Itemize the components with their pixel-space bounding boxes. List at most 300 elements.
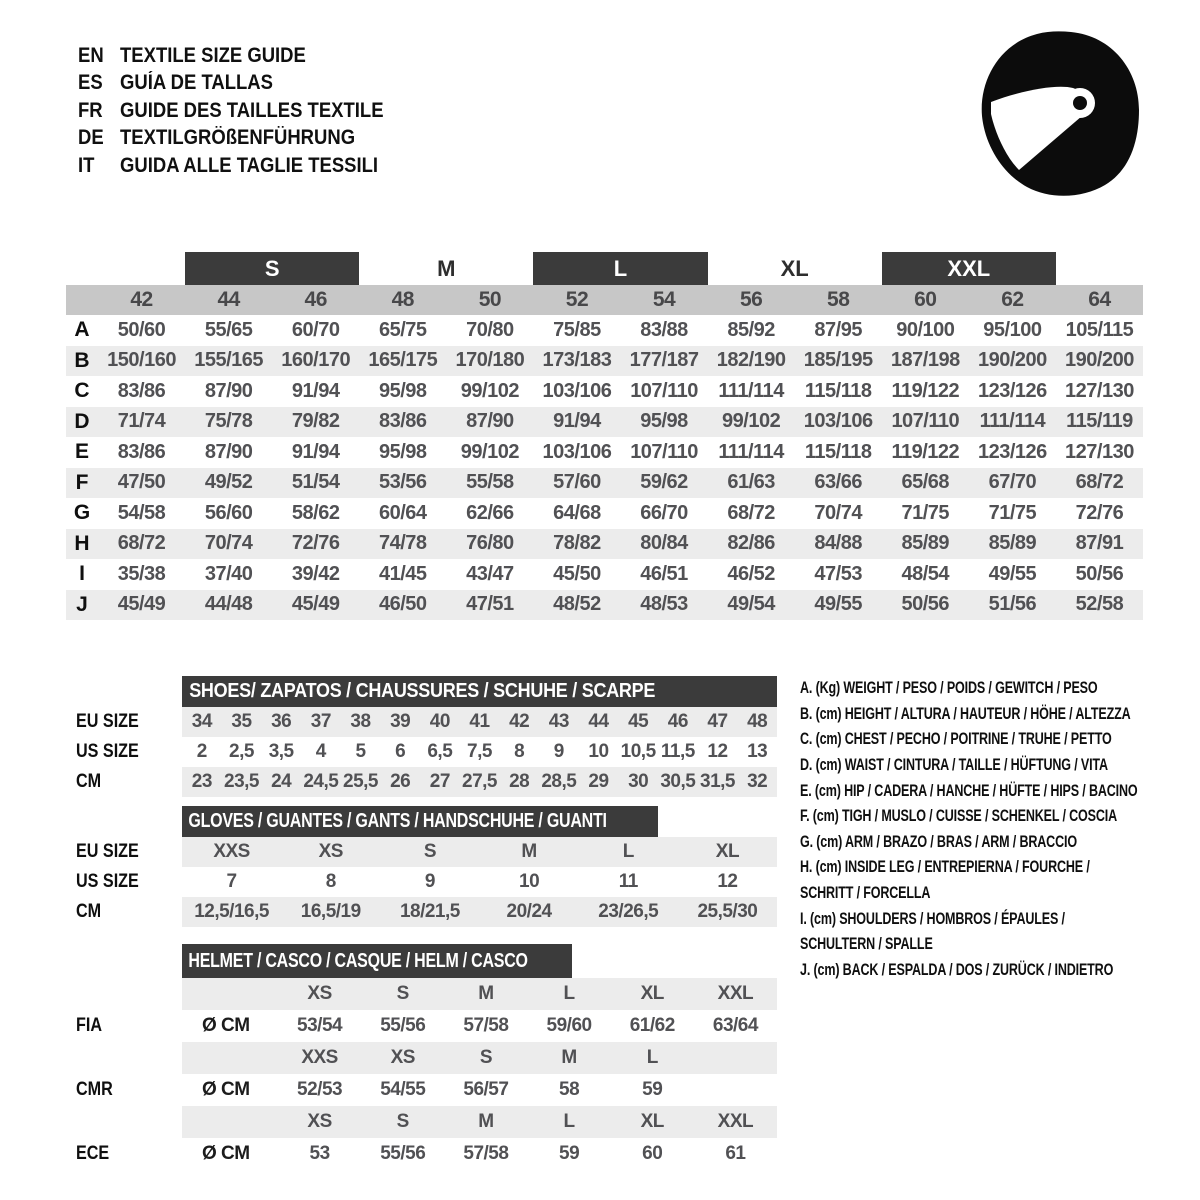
measurement-letter: D xyxy=(74,409,90,433)
helmet-value: 54/55 xyxy=(380,1079,426,1100)
measurement-value: 90/100 xyxy=(896,318,955,341)
measurement-value: 65/68 xyxy=(901,471,950,494)
legend-line: J. (cm) BACK / ESPALDA / DOS / ZURÜCK / INDIETRO xyxy=(800,960,1114,979)
helmet-size-row xyxy=(182,1106,777,1138)
measurement-row xyxy=(66,315,1143,346)
size-value: XXS xyxy=(213,841,250,862)
diameter-unit: Ø CM xyxy=(202,1079,250,1100)
size-number: 44 xyxy=(217,288,240,311)
legend-line: C. (cm) CHEST / PECHO / POITRINE / TRUHE / PETTO xyxy=(800,730,1112,749)
helmet-size: S xyxy=(479,1047,492,1068)
measurement-value: 82/86 xyxy=(727,532,775,555)
measurement-value: 187/198 xyxy=(890,349,960,372)
size-value: 27 xyxy=(429,771,450,792)
size-band-l: L xyxy=(533,252,707,285)
size-value: 36 xyxy=(271,711,292,732)
gloves-size-table xyxy=(60,806,777,927)
side-label: CM xyxy=(76,771,102,792)
side-label: EU SIZE xyxy=(76,711,139,732)
measurement-value: 85/92 xyxy=(727,318,775,341)
helmet-value: 63/64 xyxy=(712,1015,758,1036)
helmet-value: 55/56 xyxy=(380,1143,426,1164)
helmet-value: 53/54 xyxy=(297,1015,343,1036)
table-title-bar xyxy=(182,944,572,978)
measurement-value: 165/175 xyxy=(368,349,438,372)
measurement-value: 43/47 xyxy=(466,562,514,585)
legend-item xyxy=(800,702,1200,728)
measurement-letter: F xyxy=(75,470,89,494)
measurement-value: 47/50 xyxy=(117,471,166,494)
measurement-value: 85/89 xyxy=(988,532,1037,555)
size-value: 11,5 xyxy=(660,741,695,762)
measurement-value: 52/58 xyxy=(1075,593,1124,616)
size-value: 12,5/16,5 xyxy=(194,901,269,922)
measurement-row xyxy=(66,437,1143,468)
measurement-value: 41/45 xyxy=(379,562,427,585)
measurement-value: 95/98 xyxy=(379,379,427,402)
measurement-value: 87/90 xyxy=(204,440,253,463)
legend-line: F. (cm) TIGH / MUSLO / CUISSE / SCHENKEL / COSCIA xyxy=(800,807,1118,826)
size-value: 25,5/30 xyxy=(697,901,758,922)
legend-item xyxy=(800,778,1200,804)
side-label: FIA xyxy=(76,1015,103,1036)
measurement-value: 71/75 xyxy=(988,501,1037,524)
measurement-value: 80/84 xyxy=(640,532,688,555)
helmet-value: 60 xyxy=(642,1143,663,1164)
measurement-value: 70/74 xyxy=(814,501,862,524)
size-number: 50 xyxy=(478,288,502,311)
size-value: 20/24 xyxy=(506,901,552,922)
measurement-value: 123/126 xyxy=(977,440,1047,463)
helmet-value: 59/60 xyxy=(546,1015,592,1036)
legend-item xyxy=(800,727,1200,753)
size-number: 60 xyxy=(914,288,937,311)
measurement-value: 177/187 xyxy=(629,349,699,372)
size-value: 46 xyxy=(667,711,688,732)
size-value: S xyxy=(423,841,436,862)
measurement-value: 70/80 xyxy=(466,318,514,341)
size-band-row xyxy=(66,252,1143,285)
measurement-value: 51/54 xyxy=(291,471,340,494)
measurement-value: 95/98 xyxy=(379,440,427,463)
size-value: 7,5 xyxy=(467,741,492,762)
size-value: 26 xyxy=(390,771,411,792)
size-value: 47 xyxy=(707,711,728,732)
side-label: US SIZE xyxy=(76,871,139,892)
side-label-column xyxy=(60,676,182,797)
textile-size-table xyxy=(66,252,1143,620)
measurement-value: 67/70 xyxy=(988,471,1037,494)
size-number: 62 xyxy=(1001,288,1024,311)
language-row xyxy=(78,97,419,125)
language-title: TEXTILGRÖßENFÜHRUNG xyxy=(120,126,356,150)
helmet-size: XS xyxy=(307,983,332,1004)
measurement-value: 91/94 xyxy=(291,440,340,463)
legend-item xyxy=(800,958,1200,984)
size-number: 46 xyxy=(304,288,327,311)
helmet-size: XXS xyxy=(301,1047,338,1068)
measurement-value: 74/78 xyxy=(379,532,427,555)
legend-item xyxy=(800,906,1200,957)
helmet-size: XL xyxy=(640,1111,664,1132)
language-title-list xyxy=(78,42,419,180)
helmet-size: M xyxy=(561,1047,577,1068)
helmet-size-table xyxy=(60,944,777,1170)
size-value: 4 xyxy=(315,741,326,762)
measurement-value: 50/56 xyxy=(1075,562,1124,585)
size-value: 39 xyxy=(390,711,411,732)
language-code: DE xyxy=(78,126,104,150)
legend-line: E. (cm) HIP / CADERA / HANCHE / HÜFTE / HIPS / BACINO xyxy=(800,781,1138,800)
legend-line: D. (cm) WAIST / CINTURA / TAILLE / HÜFTUNG / VITA xyxy=(800,756,1108,775)
measurement-value: 59/62 xyxy=(640,471,688,494)
helmet-value: 59 xyxy=(559,1143,580,1164)
measurement-value: 54/58 xyxy=(117,501,166,524)
measurement-value: 76/80 xyxy=(466,532,514,555)
measurement-value: 190/200 xyxy=(977,349,1047,372)
size-value: 43 xyxy=(548,711,569,732)
size-value: 40 xyxy=(429,711,450,732)
measurement-value: 103/106 xyxy=(542,440,612,463)
measurement-value: 50/56 xyxy=(901,593,950,616)
measurement-value: 61/63 xyxy=(727,471,775,494)
table-title: SHOES/ ZAPATOS / CHAUSSURES / SCHUHE / SCARPE xyxy=(189,680,656,702)
visor-pivot-dot xyxy=(1073,96,1087,110)
helmet-value: 53 xyxy=(309,1143,330,1164)
language-row xyxy=(78,152,419,180)
measurement-value: 48/52 xyxy=(553,593,601,616)
side-label-column xyxy=(60,806,182,927)
size-value: 10 xyxy=(588,741,609,762)
table-title-bar xyxy=(182,806,658,837)
size-value: 27,5 xyxy=(462,771,497,792)
size-value: 9 xyxy=(424,871,435,892)
side-label: US SIZE xyxy=(76,741,139,762)
measurement-value: 155/165 xyxy=(194,349,264,372)
size-value: L xyxy=(622,841,634,862)
legend-item xyxy=(800,676,1200,702)
size-number: 42 xyxy=(130,288,153,311)
language-code: FR xyxy=(78,98,103,122)
measurement-value: 160/170 xyxy=(281,349,351,372)
legend-item xyxy=(800,804,1200,830)
measurement-value: 83/86 xyxy=(117,379,166,402)
size-number: 58 xyxy=(827,288,850,311)
measurement-value: 99/102 xyxy=(722,410,781,433)
helmet-value: 57/58 xyxy=(463,1015,509,1036)
language-title: GUÍA DE TALLAS xyxy=(120,71,273,95)
measurement-value: 63/66 xyxy=(814,471,862,494)
language-code: IT xyxy=(78,153,95,177)
size-value: 2 xyxy=(196,741,207,762)
measurement-value: 78/82 xyxy=(553,532,601,555)
size-value: 12 xyxy=(707,741,728,762)
helmet-value: 57/58 xyxy=(463,1143,509,1164)
table-title-bar xyxy=(182,676,777,707)
size-band-xxl: XXL xyxy=(882,252,1056,285)
size-value: 2,5 xyxy=(229,741,254,762)
size-value: 13 xyxy=(747,741,768,762)
size-value: 12 xyxy=(717,871,738,892)
measurement-letter: A xyxy=(74,318,90,342)
side-label: CM xyxy=(76,901,102,922)
measurement-value: 111/114 xyxy=(718,379,784,402)
diameter-unit: Ø CM xyxy=(202,1143,250,1164)
measurement-value: 185/195 xyxy=(803,349,873,372)
size-value: 9 xyxy=(553,741,564,762)
legend-line: SCHRITT / FORCELLA xyxy=(800,884,931,903)
helmet-value: 58 xyxy=(559,1079,580,1100)
size-value: 35 xyxy=(231,711,252,732)
measurement-value: 83/86 xyxy=(117,440,166,463)
language-title: GUIDE DES TAILLES TEXTILE xyxy=(120,98,384,122)
size-row xyxy=(182,897,777,927)
measurement-value: 53/56 xyxy=(379,471,427,494)
measurement-value: 60/70 xyxy=(291,318,340,341)
size-value: 24,5 xyxy=(303,771,339,792)
size-row xyxy=(182,767,777,797)
legend-line: I. (cm) SHOULDERS / HOMBROS / ÉPAULES / xyxy=(800,909,1065,928)
size-number: 48 xyxy=(391,288,414,311)
size-value: 29 xyxy=(588,771,609,792)
side-label: EU SIZE xyxy=(76,841,139,862)
measurement-value: 66/70 xyxy=(640,501,688,524)
helmet-value: 61/62 xyxy=(629,1015,675,1036)
size-value: 37 xyxy=(310,711,331,732)
measurement-value: 35/38 xyxy=(117,562,166,585)
measurement-value: 95/100 xyxy=(983,318,1042,341)
size-value: 25,5 xyxy=(343,771,378,792)
size-value: 48 xyxy=(747,711,768,732)
helmet-size: XS xyxy=(307,1111,332,1132)
measurement-value: 99/102 xyxy=(460,379,519,402)
helmet-size: L xyxy=(563,1111,575,1132)
measurement-value: 62/66 xyxy=(466,501,514,524)
shoes-size-table xyxy=(60,676,777,797)
measurement-letter: H xyxy=(74,531,90,555)
measurement-value: 99/102 xyxy=(460,440,519,463)
measurement-value: 45/49 xyxy=(291,593,340,616)
legend-line: B. (cm) HEIGHT / ALTURA / HAUTEUR / HÖHE / ALTEZZA xyxy=(800,704,1131,723)
size-value: 6,5 xyxy=(427,741,453,762)
measurement-value: 170/180 xyxy=(455,349,525,372)
measurement-value: 47/53 xyxy=(814,562,862,585)
size-number: 56 xyxy=(739,288,763,311)
side-label: ECE xyxy=(76,1143,110,1164)
measurement-value: 111/114 xyxy=(718,440,784,463)
helmet-size: S xyxy=(396,983,409,1004)
measurement-value: 65/75 xyxy=(379,318,427,341)
size-value: 28 xyxy=(509,771,530,792)
size-value: 18/21,5 xyxy=(399,901,460,922)
size-value: 30,5 xyxy=(660,771,696,792)
helmet-value: 52/53 xyxy=(297,1079,343,1100)
measurement-value: 173/183 xyxy=(542,349,612,372)
size-value: 10,5 xyxy=(620,741,656,762)
measurement-value: 37/40 xyxy=(204,562,253,585)
measurement-value: 46/50 xyxy=(379,593,427,616)
measurement-value: 50/60 xyxy=(117,318,166,341)
measurement-value: 190/200 xyxy=(1065,349,1134,372)
measurement-value: 150/160 xyxy=(107,349,176,372)
measurement-value: 68/72 xyxy=(1075,471,1124,494)
measurement-value: 46/52 xyxy=(727,562,775,585)
helmet-size: S xyxy=(396,1111,409,1132)
size-value: 28,5 xyxy=(541,771,577,792)
helmet-value: 55/56 xyxy=(380,1015,426,1036)
size-value: XS xyxy=(318,841,343,862)
measurement-value: 46/51 xyxy=(640,562,688,585)
helmet-value-row xyxy=(182,1138,777,1170)
measurement-row xyxy=(66,376,1143,407)
size-row xyxy=(182,707,777,737)
helmet-size: XL xyxy=(640,983,664,1004)
size-value: 23/26,5 xyxy=(598,901,659,922)
side-label-column xyxy=(60,944,182,1170)
measurement-value: 49/52 xyxy=(204,471,253,494)
measurement-value: 79/82 xyxy=(291,410,340,433)
measurement-row xyxy=(66,559,1143,590)
measurement-value: 72/76 xyxy=(291,532,340,555)
measurement-value: 75/85 xyxy=(553,318,601,341)
measurement-legend xyxy=(800,676,1200,983)
size-row xyxy=(182,737,777,767)
measurement-row xyxy=(66,407,1143,438)
measurement-letter: I xyxy=(79,562,85,586)
size-value: 45 xyxy=(628,711,649,732)
measurement-row xyxy=(66,590,1143,621)
measurement-value: 71/74 xyxy=(117,410,166,433)
language-code: EN xyxy=(78,43,104,67)
measurement-value: 87/90 xyxy=(466,410,514,433)
measurement-value: 49/55 xyxy=(988,562,1037,585)
measurement-value: 49/54 xyxy=(727,593,775,616)
measurement-value: 47/51 xyxy=(466,593,514,616)
size-value: 23,5 xyxy=(224,771,259,792)
measurement-value: 45/49 xyxy=(117,593,166,616)
measurement-row xyxy=(66,346,1143,377)
measurement-letter: B xyxy=(74,348,90,372)
measurement-value: 68/72 xyxy=(727,501,775,524)
measurement-row xyxy=(66,529,1143,560)
measurement-value: 48/53 xyxy=(640,593,688,616)
measurement-letter: J xyxy=(76,592,88,616)
measurement-value: 119/122 xyxy=(891,440,960,463)
size-value: 11 xyxy=(618,871,638,892)
measurement-value: 87/91 xyxy=(1075,532,1124,555)
size-value: 38 xyxy=(350,711,371,732)
measurement-letter: G xyxy=(73,501,91,525)
measurement-value: 95/98 xyxy=(640,410,688,433)
legend-item xyxy=(800,830,1200,856)
measurement-value: 83/86 xyxy=(379,410,427,433)
size-value: 42 xyxy=(509,711,530,732)
measurement-value: 72/76 xyxy=(1075,501,1124,524)
measurement-value: 115/119 xyxy=(1066,410,1133,433)
size-number: 54 xyxy=(652,288,676,311)
measurement-value: 60/64 xyxy=(379,501,427,524)
helmet-size: XXL xyxy=(717,983,754,1004)
measurement-value: 84/88 xyxy=(814,532,862,555)
helmet-size: XXL xyxy=(717,1111,754,1132)
measurement-value: 71/75 xyxy=(901,501,950,524)
measurement-value: 57/60 xyxy=(553,471,601,494)
measurement-value: 103/106 xyxy=(542,379,612,402)
language-code: ES xyxy=(78,71,103,95)
helmet-value: 61 xyxy=(725,1143,746,1164)
measurement-value: 48/54 xyxy=(901,562,950,585)
helmet-size-row xyxy=(182,978,777,1010)
size-value: 8 xyxy=(325,871,336,892)
language-row xyxy=(78,125,419,153)
measurement-value: 55/65 xyxy=(204,318,253,341)
measurement-value: 107/110 xyxy=(891,410,960,433)
measurement-value: 107/110 xyxy=(630,379,698,402)
measurement-value: 115/118 xyxy=(804,379,872,402)
measurement-value: 105/115 xyxy=(1065,318,1134,341)
racing-helmet-icon xyxy=(975,26,1147,208)
table-title: GLOVES / GUANTES / GANTS / HANDSCHUHE / GUANTI xyxy=(188,810,607,832)
measurement-value: 91/94 xyxy=(553,410,601,433)
measurement-value: 56/60 xyxy=(204,501,253,524)
language-row xyxy=(78,70,419,98)
measurement-value: 182/190 xyxy=(716,349,786,372)
legend-item xyxy=(800,753,1200,779)
measurement-value: 39/42 xyxy=(291,562,340,585)
size-number: 64 xyxy=(1088,288,1111,311)
size-value: 23 xyxy=(191,771,212,792)
size-value: 16,5/19 xyxy=(300,901,361,922)
size-band-xl: XL xyxy=(780,255,809,281)
size-row xyxy=(182,837,777,867)
helmet-size: L xyxy=(563,983,575,1004)
measurement-value: 103/106 xyxy=(803,410,873,433)
measurement-row xyxy=(66,468,1143,499)
size-value: 31,5 xyxy=(700,771,735,792)
size-value: 34 xyxy=(191,711,212,732)
measurement-value: 70/74 xyxy=(204,532,253,555)
measurement-value: 45/50 xyxy=(553,562,601,585)
size-band-m: M xyxy=(437,255,456,281)
measurement-row xyxy=(66,498,1143,529)
size-value: M xyxy=(521,841,537,862)
measurement-letter: E xyxy=(74,440,89,464)
legend-line: SCHULTERN / SPALLE xyxy=(800,935,933,954)
helmet-value: 59 xyxy=(642,1079,663,1100)
size-number-row xyxy=(66,285,1143,315)
size-value: 32 xyxy=(747,771,768,792)
size-value: 30 xyxy=(628,771,649,792)
language-title: TEXTILE SIZE GUIDE xyxy=(120,43,306,67)
diameter-unit: Ø CM xyxy=(202,1015,250,1036)
language-row xyxy=(78,42,419,70)
measurement-value: 68/72 xyxy=(117,532,166,555)
size-value: 24 xyxy=(271,771,292,792)
measurement-value: 83/88 xyxy=(640,318,688,341)
size-number: 52 xyxy=(565,288,589,311)
helmet-size: L xyxy=(646,1047,658,1068)
measurement-value: 127/130 xyxy=(1065,440,1134,463)
measurement-value: 51/56 xyxy=(988,593,1037,616)
size-value: 5 xyxy=(355,741,366,762)
measurement-value: 87/95 xyxy=(814,318,862,341)
helmet-size: M xyxy=(478,1111,494,1132)
size-value: XL xyxy=(715,841,740,862)
size-band-s: S xyxy=(185,252,359,285)
measurement-value: 49/55 xyxy=(814,593,862,616)
size-value: 10 xyxy=(519,871,540,892)
size-value: 7 xyxy=(226,871,237,892)
